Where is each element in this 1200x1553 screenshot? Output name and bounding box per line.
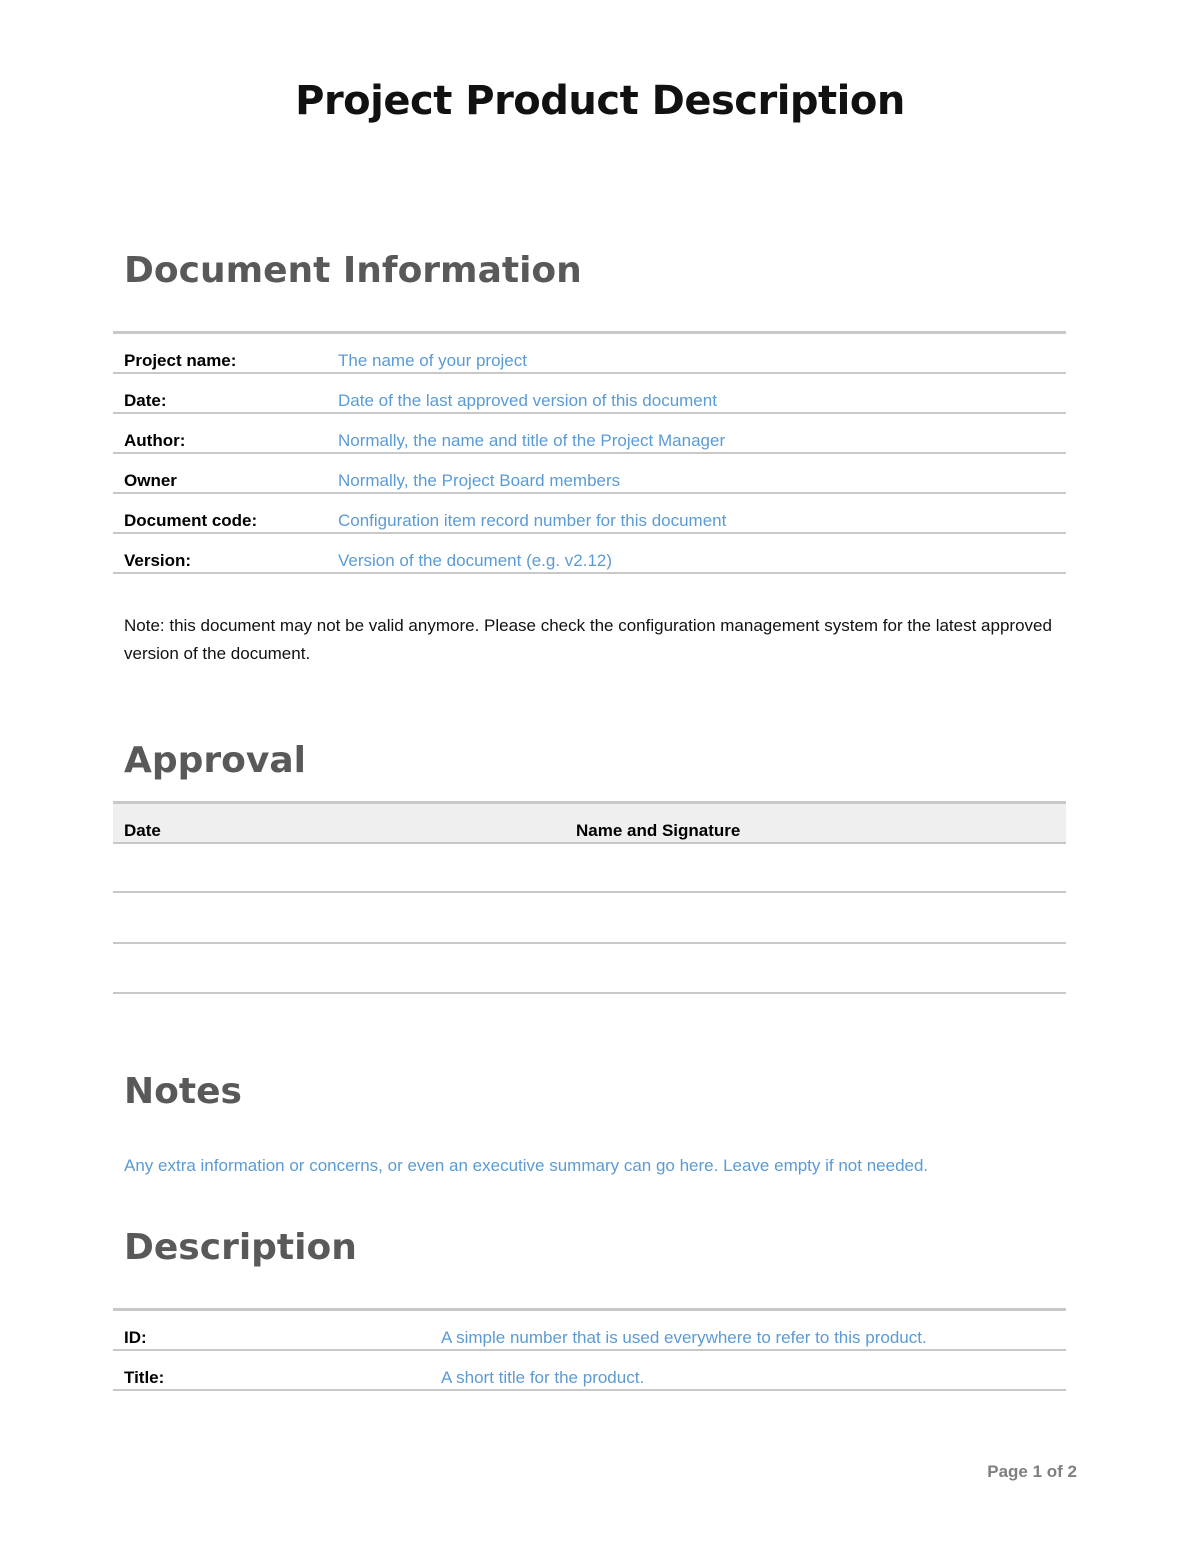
section-heading-document-information: Document Information: [124, 250, 582, 291]
row-label: Title:: [124, 1368, 165, 1387]
table-row: [113, 1311, 1066, 1351]
column-header-date: Date: [124, 821, 161, 840]
document-info-table: [113, 331, 1066, 574]
row-value: The name of your project: [338, 351, 527, 370]
row-label: Version:: [124, 551, 192, 570]
row-value: A simple number that is used everywhere to refer to this product.: [441, 1328, 927, 1347]
row-value: Date of the last approved version of this document: [338, 391, 717, 410]
row-value: Normally, the name and title of the Project Manager: [338, 431, 726, 450]
row-value: Configuration item record number for this document: [338, 511, 727, 530]
row-value: Version of the document (e.g. v2.12): [338, 551, 613, 570]
column-header-name-signature: Name and Signature: [576, 821, 741, 840]
approval-row-divider: [113, 891, 1066, 893]
row-label: Owner: [124, 471, 177, 490]
row-value: Normally, the Project Board members: [338, 471, 621, 490]
row-label: ID:: [124, 1328, 147, 1347]
row-label: Project name:: [124, 351, 237, 370]
approval-row-divider: [113, 992, 1066, 994]
row-label: Author:: [124, 431, 186, 450]
table-row: [113, 454, 1066, 494]
table-row: [113, 494, 1066, 534]
table-row: [113, 1351, 1066, 1391]
row-label: Date:: [124, 391, 167, 410]
page-title: Project Product Description: [295, 78, 905, 124]
approval-row-divider: [113, 942, 1066, 944]
page-number: Page 1 of 2: [987, 1462, 1077, 1481]
row-value: A short title for the product.: [441, 1368, 645, 1387]
table-row: [113, 334, 1066, 374]
table-row: [113, 534, 1066, 574]
table-row: [113, 374, 1066, 414]
validity-note: Note: this document may not be valid anymore. Please check the configuration management system for the latest approved version of the document.: [124, 616, 1052, 663]
row-label: Document code:: [124, 511, 258, 530]
notes-text: Any extra information or concerns, or even an executive summary can go here. Leave empty if not needed.: [124, 1156, 929, 1175]
section-heading-description: Description: [124, 1227, 357, 1268]
approval-table-header: [113, 801, 1066, 844]
description-table: [113, 1308, 1066, 1391]
table-row: [113, 414, 1066, 454]
section-heading-notes: Notes: [124, 1071, 242, 1112]
section-heading-approval: Approval: [124, 740, 306, 781]
